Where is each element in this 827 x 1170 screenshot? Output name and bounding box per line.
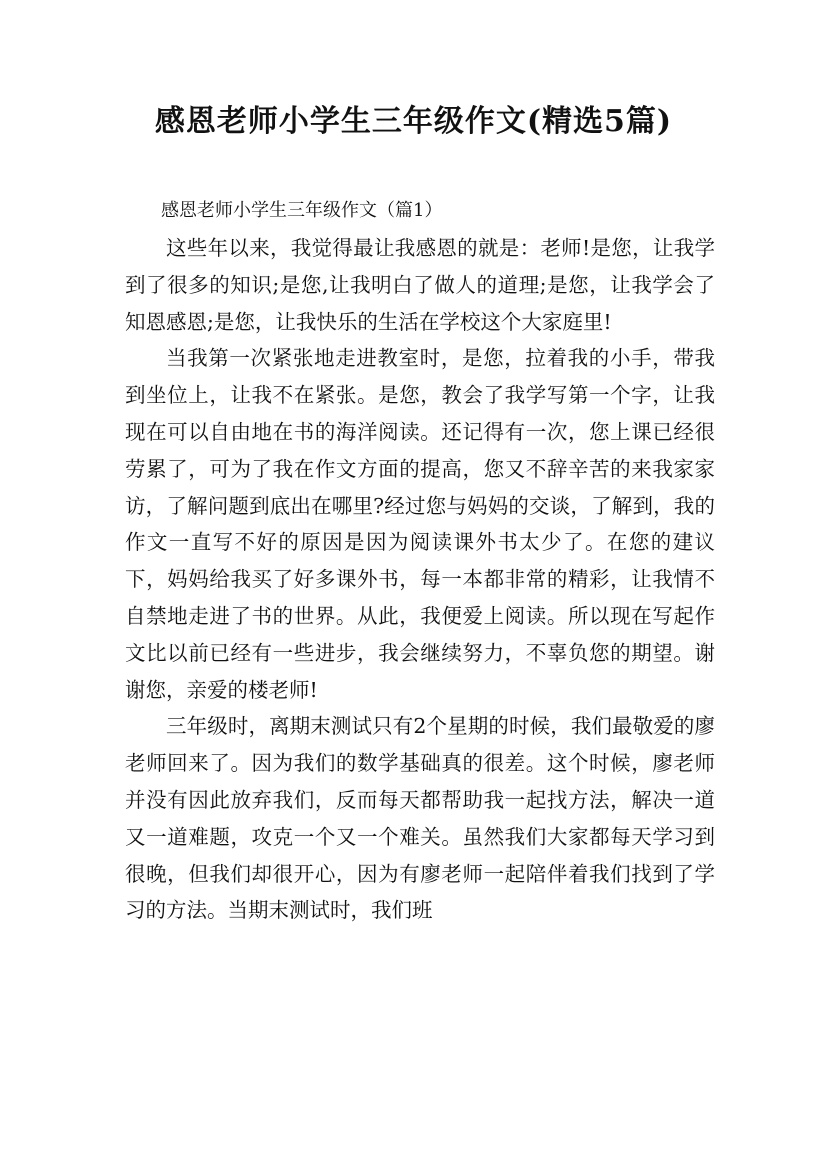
- document-title: 感恩老师小学生三年级作文(精选5篇): [154, 104, 673, 139]
- section-heading: 感恩老师小学生三年级作文（篇1）: [161, 200, 443, 221]
- paragraph: 三年级时，离期末测试只有2个星期的时候，我们最敬爱的廖老师回来了。因为我们的数学基础真的很差。这个时候，廖老师并没有因此放弃我们，反而每天都帮助我一起找方法，解决一道又一道难题，攻克一个又一个难关。虽然我们大家都每天学习到很晚，但我们却很开心，因为有廖老师一起陪伴着我们找到了学习的方法。当期末测试时，我们班: [125, 714, 715, 923]
- paragraph: 这些年以来，我觉得最让我感恩的就是：老师!是您，让我学到了很多的知识;是您,让我明白了做人的道理;是您，让我学会了知恩感恩;是您，让我快乐的生活在学校这个大家庭里!: [125, 236, 715, 334]
- document-body: [125, 194, 715, 929]
- paragraph: 当我第一次紧张地走进教室时，是您，拉着我的小手，带我到坐位上，让我不在紧张。是您，教会了我学写第一个字，让我现在可以自由地在书的海洋阅读。还记得有一次，您上课已经很劳累了，可为了我在作文方面的提高，您又不辞辛苦的来我家家访，了解问题到底出在哪里?经过您与妈妈的交谈，了解到，我的作文一直写不好的原因是因为阅读课外书太少了。在您的建议下，妈妈给我买了好多课外书，每一本都非常的精彩，让我情不自禁地走进了书的世界。从此，我便爱上阅读。所以现在写起作文比以前已经有一些进步，我会继续努力，不辜负您的期望。谢谢您，亲爱的楼老师!: [125, 346, 715, 702]
